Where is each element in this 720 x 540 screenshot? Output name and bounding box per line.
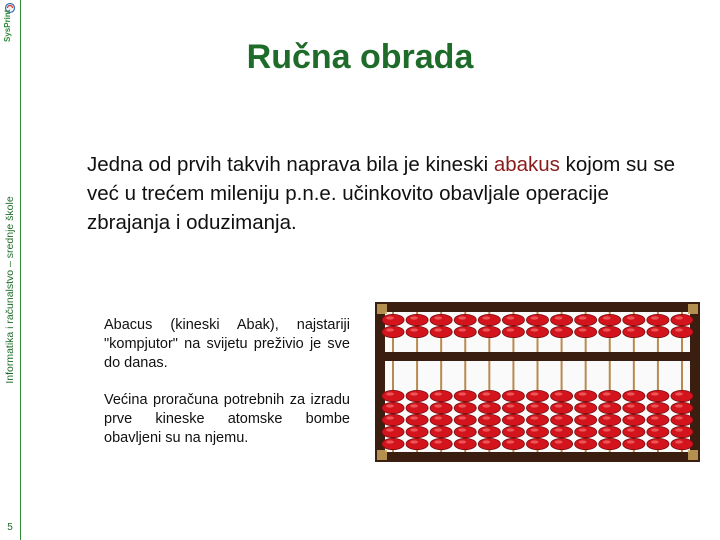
abacus-bead-shine bbox=[555, 428, 563, 431]
abacus-bead-lower bbox=[551, 390, 573, 401]
abacus-bead-shine bbox=[386, 416, 394, 419]
abacus-bead-shine bbox=[555, 328, 563, 331]
abacus-bead-shine bbox=[555, 392, 563, 395]
abacus-bead-shine bbox=[458, 316, 466, 319]
abacus-bead-shine bbox=[434, 428, 442, 431]
abacus-image bbox=[375, 302, 700, 462]
abacus-bead-upper bbox=[671, 314, 693, 325]
paragraph-abacus-history: Abacus (kineski Abak), najstariji "kompjutor" na svijetu preživio je sve do danas. bbox=[104, 317, 350, 371]
intro-text-end: kojom su se već u trećem mileniju p.n.e. učinkovito obavljale operacije zbrajanja i oduzimanja. bbox=[87, 153, 676, 234]
abacus-corner bbox=[377, 450, 387, 460]
abacus-frame-right bbox=[690, 302, 700, 462]
abacus-bead-shine bbox=[434, 328, 442, 331]
abacus-bead-shine bbox=[531, 428, 539, 431]
abacus-bead-upper bbox=[502, 314, 524, 325]
abacus-bead-shine bbox=[410, 428, 418, 431]
abacus-bead-lower bbox=[478, 414, 500, 425]
abacus-bead-upper bbox=[647, 326, 669, 337]
abacus-bead-shine bbox=[675, 404, 683, 407]
abacus-bead-shine bbox=[579, 392, 587, 395]
abacus-bead-upper bbox=[599, 326, 621, 337]
abacus-bead-shine bbox=[410, 328, 418, 331]
abacus-bead-shine bbox=[651, 404, 659, 407]
abacus-bead-lower bbox=[599, 402, 621, 413]
abacus-bead-upper bbox=[502, 326, 524, 337]
abacus-bead-shine bbox=[579, 404, 587, 407]
abacus-bead-shine bbox=[507, 392, 515, 395]
abacus-bead-shine bbox=[555, 316, 563, 319]
abacus-bead-shine bbox=[603, 440, 611, 443]
abacus-bead-shine bbox=[458, 328, 466, 331]
abacus-bead-shine bbox=[458, 440, 466, 443]
abacus-bead-lower bbox=[671, 390, 693, 401]
abacus-bead-lower bbox=[406, 414, 428, 425]
abacus-bead-shine bbox=[434, 416, 442, 419]
abacus-bead-lower bbox=[575, 426, 597, 437]
abacus-bead-lower bbox=[575, 414, 597, 425]
abacus-bead-upper bbox=[406, 314, 428, 325]
abacus-bead-lower bbox=[623, 414, 645, 425]
abacus-bead-lower bbox=[551, 402, 573, 413]
abacus-bead-lower bbox=[382, 414, 404, 425]
abacus-bead-shine bbox=[603, 416, 611, 419]
abacus-corner bbox=[688, 450, 698, 460]
abacus-bead-upper bbox=[430, 314, 452, 325]
abacus-bead-shine bbox=[603, 404, 611, 407]
abacus-bead-upper bbox=[454, 314, 476, 325]
abacus-bead-shine bbox=[531, 416, 539, 419]
abacus-bead-lower bbox=[551, 438, 573, 449]
abacus-bead-shine bbox=[482, 440, 490, 443]
abacus-bead-shine bbox=[555, 440, 563, 443]
abacus-bead-lower bbox=[575, 390, 597, 401]
abacus-bead-upper bbox=[575, 314, 597, 325]
abacus-bead-shine bbox=[434, 404, 442, 407]
abacus-bead-shine bbox=[627, 316, 635, 319]
abacus-bead-shine bbox=[507, 328, 515, 331]
abacus-bead-lower bbox=[454, 426, 476, 437]
abacus-bead-lower bbox=[382, 402, 404, 413]
abacus-bead-shine bbox=[434, 440, 442, 443]
abacus-bead-shine bbox=[531, 328, 539, 331]
abacus-bead-upper bbox=[382, 314, 404, 325]
abacus-bead-shine bbox=[531, 316, 539, 319]
abacus-bead-shine bbox=[507, 428, 515, 431]
abacus-bead-shine bbox=[651, 392, 659, 395]
paragraph-atomic-bomb: Većina proračuna potrebnih za izradu prve kineske atomske bombe obavljeni su na njemu. bbox=[104, 392, 350, 446]
intro-highlight-abakus: abakus bbox=[493, 153, 560, 176]
abacus-bead-lower bbox=[647, 426, 669, 437]
abacus-bead-shine bbox=[386, 316, 394, 319]
abacus-bead-shine bbox=[627, 392, 635, 395]
abacus-bead-shine bbox=[603, 392, 611, 395]
abacus-bead-shine bbox=[386, 404, 394, 407]
abacus-bead-lower bbox=[430, 426, 452, 437]
abacus-bead-upper bbox=[647, 314, 669, 325]
abacus-bead-lower bbox=[502, 390, 524, 401]
abacus-bead-shine bbox=[410, 392, 418, 395]
abacus-bead-shine bbox=[482, 328, 490, 331]
abacus-bead-shine bbox=[531, 440, 539, 443]
abacus-bead-lower bbox=[382, 390, 404, 401]
page-number: 5 bbox=[7, 522, 13, 533]
abacus-bead-shine bbox=[458, 404, 466, 407]
page-title: Ručna obrada bbox=[246, 38, 474, 76]
abacus-bead-shine bbox=[627, 428, 635, 431]
abacus-bead-upper bbox=[430, 326, 452, 337]
abacus-bead-lower bbox=[502, 426, 524, 437]
abacus-bead-shine bbox=[675, 440, 683, 443]
abacus-bead-lower bbox=[406, 438, 428, 449]
abacus-bead-lower bbox=[406, 426, 428, 437]
abacus-bead-lower bbox=[478, 402, 500, 413]
abacus-bead-shine bbox=[482, 416, 490, 419]
abacus-bead-lower bbox=[430, 390, 452, 401]
abacus-bead-shine bbox=[651, 316, 659, 319]
abacus-bead-lower bbox=[526, 390, 548, 401]
abacus-bead-shine bbox=[410, 404, 418, 407]
abacus-corner bbox=[377, 304, 387, 314]
abacus-bead-shine bbox=[675, 428, 683, 431]
abacus-bead-shine bbox=[507, 416, 515, 419]
abacus-bead-shine bbox=[458, 416, 466, 419]
abacus-bead-shine bbox=[603, 328, 611, 331]
abacus-bead-upper bbox=[382, 326, 404, 337]
abacus-bead-shine bbox=[410, 440, 418, 443]
abacus-bead-shine bbox=[410, 316, 418, 319]
abacus-corner bbox=[688, 304, 698, 314]
abacus-bead-upper bbox=[478, 326, 500, 337]
abacus-bead-shine bbox=[386, 328, 394, 331]
abacus-bead-shine bbox=[603, 428, 611, 431]
abacus-bead-lower bbox=[406, 390, 428, 401]
abacus-bead-lower bbox=[454, 390, 476, 401]
abacus-bead-shine bbox=[531, 392, 539, 395]
abacus-bead-shine bbox=[651, 440, 659, 443]
abacus-bead-shine bbox=[386, 392, 394, 395]
abacus-bead-shine bbox=[675, 416, 683, 419]
logo-text: SysPrint bbox=[3, 9, 12, 42]
abacus-bead-shine bbox=[458, 392, 466, 395]
abacus-bead-shine bbox=[482, 392, 490, 395]
abacus-bead-lower bbox=[671, 402, 693, 413]
abacus-bead-lower bbox=[647, 414, 669, 425]
abacus-bead-shine bbox=[651, 428, 659, 431]
abacus-bead-lower bbox=[647, 438, 669, 449]
abacus-bead-shine bbox=[627, 404, 635, 407]
abacus-bead-shine bbox=[651, 328, 659, 331]
abacus-bead-lower bbox=[575, 438, 597, 449]
abacus-bead-lower bbox=[599, 438, 621, 449]
abacus-bead-upper bbox=[623, 314, 645, 325]
abacus-bead-shine bbox=[579, 440, 587, 443]
abacus-bead-lower bbox=[623, 402, 645, 413]
abacus-bead-lower bbox=[478, 426, 500, 437]
abacus-bead-lower bbox=[647, 390, 669, 401]
abacus-bead-shine bbox=[507, 440, 515, 443]
abacus-bead-lower bbox=[526, 402, 548, 413]
abacus-bead-shine bbox=[627, 440, 635, 443]
abacus-bead-lower bbox=[599, 414, 621, 425]
abacus-bead-lower bbox=[406, 402, 428, 413]
abacus-bead-shine bbox=[507, 316, 515, 319]
abacus-bead-lower bbox=[454, 414, 476, 425]
abacus-bead-lower bbox=[671, 414, 693, 425]
abacus-bead-upper bbox=[623, 326, 645, 337]
abacus-bead-lower bbox=[478, 438, 500, 449]
abacus-bead-lower bbox=[623, 390, 645, 401]
abacus-bead-lower bbox=[575, 402, 597, 413]
abacus-bead-lower bbox=[551, 414, 573, 425]
abacus-bead-shine bbox=[651, 416, 659, 419]
abacus-bead-lower bbox=[430, 402, 452, 413]
abacus-bead-shine bbox=[555, 416, 563, 419]
abacus-bead-upper bbox=[526, 314, 548, 325]
abacus-bead-lower bbox=[671, 438, 693, 449]
sidebar-vertical-text: Informatika i računalstvo – srednje škole bbox=[4, 196, 16, 384]
abacus-bead-upper bbox=[406, 326, 428, 337]
abacus-bead-lower bbox=[647, 402, 669, 413]
abacus-bead-shine bbox=[531, 404, 539, 407]
abacus-bead-shine bbox=[482, 404, 490, 407]
abacus-bead-shine bbox=[603, 316, 611, 319]
abacus-bead-lower bbox=[526, 438, 548, 449]
abacus-bead-shine bbox=[434, 316, 442, 319]
abacus-bead-lower bbox=[430, 414, 452, 425]
abacus-bead-shine bbox=[410, 416, 418, 419]
abacus-bead-lower bbox=[502, 402, 524, 413]
abacus-bead-lower bbox=[430, 438, 452, 449]
abacus-bead-shine bbox=[579, 328, 587, 331]
abacus-bead-lower bbox=[551, 426, 573, 437]
abacus-bead-lower bbox=[502, 438, 524, 449]
abacus-bead-shine bbox=[458, 428, 466, 431]
abacus-bead-lower bbox=[623, 426, 645, 437]
abacus-bead-shine bbox=[555, 404, 563, 407]
abacus-bead-shine bbox=[386, 428, 394, 431]
abacus-bead-shine bbox=[627, 416, 635, 419]
abacus-bead-shine bbox=[579, 416, 587, 419]
abacus-bead-lower bbox=[671, 426, 693, 437]
abacus-bead-upper bbox=[526, 326, 548, 337]
abacus-bead-upper bbox=[671, 326, 693, 337]
abacus-bead-lower bbox=[454, 402, 476, 413]
abacus-bead-upper bbox=[478, 314, 500, 325]
abacus-bead-lower bbox=[454, 438, 476, 449]
abacus-bead-lower bbox=[382, 426, 404, 437]
abacus-bead-shine bbox=[482, 316, 490, 319]
abacus-bead-shine bbox=[386, 440, 394, 443]
abacus-bead-shine bbox=[482, 428, 490, 431]
abacus-frame-top bbox=[375, 302, 700, 312]
abacus-bead-lower bbox=[382, 438, 404, 449]
abacus-frame-bottom bbox=[375, 452, 700, 462]
abacus-bead-shine bbox=[579, 316, 587, 319]
abacus-bead-shine bbox=[507, 404, 515, 407]
intro-text bbox=[87, 150, 687, 237]
abacus-bead-lower bbox=[599, 426, 621, 437]
abacus-bead-upper bbox=[551, 314, 573, 325]
abacus-bead-lower bbox=[599, 390, 621, 401]
abacus-bead-shine bbox=[627, 328, 635, 331]
abacus-description bbox=[104, 316, 350, 466]
abacus-bead-upper bbox=[551, 326, 573, 337]
abacus-bead-upper bbox=[575, 326, 597, 337]
abacus-bead-upper bbox=[454, 326, 476, 337]
abacus-bead-lower bbox=[526, 414, 548, 425]
abacus-bead-shine bbox=[434, 392, 442, 395]
abacus-bead-shine bbox=[579, 428, 587, 431]
abacus-bead-lower bbox=[526, 426, 548, 437]
intro-text-start: Jedna od prvih takvih naprava bila je kineski bbox=[87, 153, 494, 176]
abacus-bead-lower bbox=[502, 414, 524, 425]
abacus-beam bbox=[385, 352, 690, 361]
abacus-frame-left bbox=[375, 302, 385, 462]
abacus-bead-lower bbox=[478, 390, 500, 401]
abacus-bead-lower bbox=[623, 438, 645, 449]
abacus-bead-shine bbox=[675, 392, 683, 395]
abacus-bead-upper bbox=[599, 314, 621, 325]
abacus-bead-shine bbox=[675, 316, 683, 319]
abacus-bead-shine bbox=[675, 328, 683, 331]
side-bar bbox=[0, 0, 21, 540]
